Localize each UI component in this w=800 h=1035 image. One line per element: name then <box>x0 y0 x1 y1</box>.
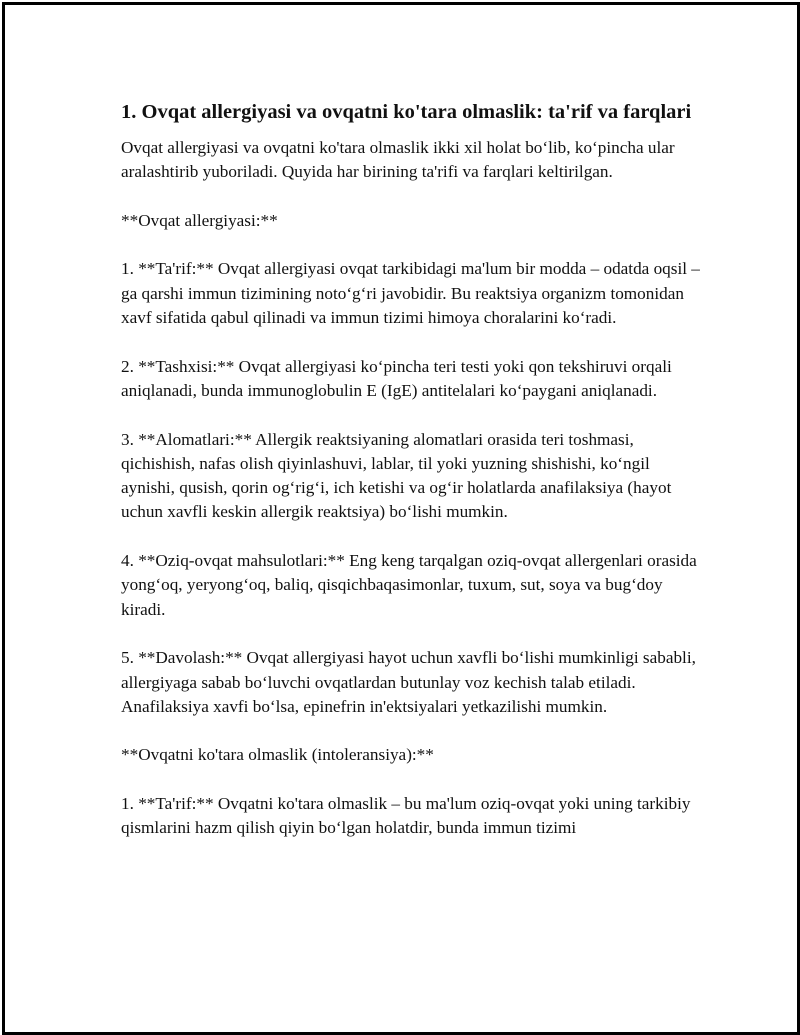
section-heading: 1. Ovqat allergiyasi va ovqatni ko'tara olmaslik: ta'rif va farqlari <box>121 101 692 123</box>
page-frame <box>2 2 800 1035</box>
allergy-treatment-item: 5. **Davolash:** Ovqat allergiyasi hayot uchun xavfli bo‘lishi mumkinligi sababli, allergiyaga sabab bo‘luvchi ovqatlardan butunlay voz kechish talab etiladi. Anafilaksiya xavfi bo‘lsa, epinefrin in'ektsiyalari yetkazilishi mumkin. <box>121 648 696 716</box>
allergy-subheading: **Ovqat allergiyasi:** <box>121 210 278 230</box>
document-body <box>121 98 701 865</box>
allergy-definition-item: 1. **Ta'rif:** Ovqat allergiyasi ovqat tarkibidagi ma'lum bir modda – odatda oqsil –ga qarshi immun tizimining noto‘g‘ri javobidir. Bu reaktsiya organizm tomonidan xavf sifatida qabul qilinadi va immun tizimi himoya choralarini ko‘radi. <box>121 259 700 328</box>
allergy-symptoms-item: 3. **Alomatlari:** Allergik reaktsiyaning alomatlari orasida teri toshmasi, qichishish, nafas olish qiyinlashuvi, lablar, til yoki yuzning shishishi, ko‘ngil aynishi, qusish, qorin og‘rig‘i, ich ketishi va og‘ir holatlarda anafilaksiya (hayot uchun xavfli keskin allergik reaktsiya) bo‘lishi mumkin. <box>121 429 672 522</box>
intolerance-definition-item: 1. **Ta'rif:** Ovqatni ko'tara olmaslik – bu ma'lum oziq-ovqat yoki uning tarkibiy qismlarini hazm qilish qiyin bo‘lgan holatdir, bunda immun tizimi <box>121 794 691 838</box>
intolerance-subheading: **Ovqatni ko'tara olmaslik (intoleransiya):** <box>121 745 434 765</box>
intro-paragraph: Ovqat allergiyasi va ovqatni ko'tara olmaslik ikki xil holat bo‘lib, ko‘pincha ular aralashtirib yuboriladi. Quyida har birining ta'rifi va farqlari keltirilgan. <box>121 138 675 182</box>
allergy-diagnosis-item: 2. **Tashxisi:** Ovqat allergiyasi ko‘pincha teri testi yoki qon tekshiruvi orqali aniqlanadi, bunda immunoglobulin E (IgE) antitelalari ko‘paygani aniqlanadi. <box>121 356 672 400</box>
allergy-foods-item: 4. **Oziq-ovqat mahsulotlari:** Eng keng tarqalgan oziq-ovqat allergenlari orasida yong‘oq, yeryong‘oq, baliq, qisqichbaqasimonlar, tuxum, sut, soya va bug‘doy kiradi. <box>121 551 697 619</box>
